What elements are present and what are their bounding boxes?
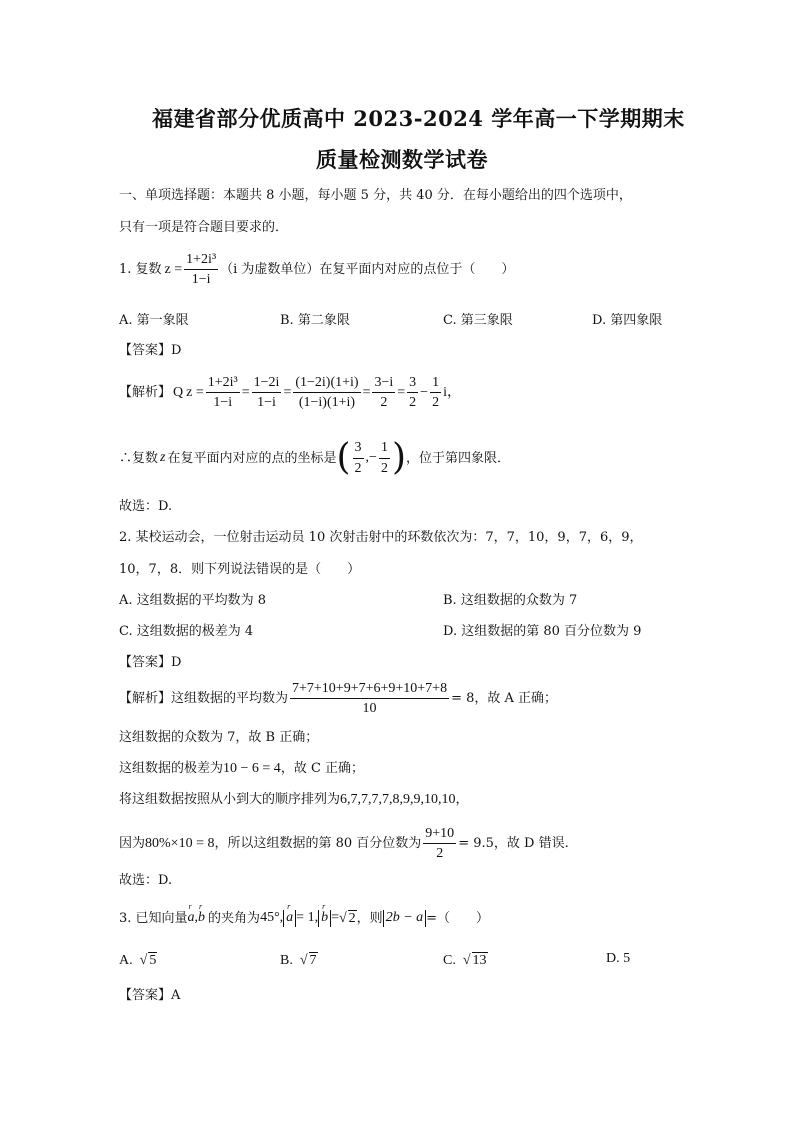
frac-num: 1 — [379, 440, 390, 458]
q2-explanation-mean — [119, 681, 557, 717]
q2-pct-a: 因为 — [119, 836, 146, 852]
q1-point-sep: ,− — [365, 450, 377, 465]
section-instructions-2: 只有一项是符合题目要求的． — [119, 220, 289, 235]
q2-pct-fraction — [423, 826, 456, 862]
q2-choose: 故选：D. — [119, 873, 173, 888]
q3-abs-b — [318, 902, 331, 927]
q1-option-a: A. 第一象限 — [119, 313, 189, 328]
q3-abs-a — [283, 902, 296, 927]
q2-option-a: A. 这组数据的平均数为 8 — [119, 593, 267, 608]
question-3 — [119, 902, 490, 927]
q2-pct-c: = 9.5，故 D 错误. — [458, 836, 569, 852]
q3-option-a: A. √ 5 — [119, 953, 157, 968]
q1-line2-end: ，位于第四象限． — [405, 450, 510, 466]
q3-option-a-value: 5 — [149, 953, 157, 968]
frac-num: (1−2i)(1+i) — [293, 375, 360, 393]
q2-jx-b: = 8，故 A 正确； — [451, 691, 558, 707]
q2-option-c: C. 这组数据的极差为 4 — [119, 624, 254, 639]
q1-point-x — [353, 440, 364, 476]
q3-vec-b-letter: b — [198, 910, 206, 926]
frac-den: 2 — [432, 395, 440, 411]
frac-den: 1−i — [213, 395, 233, 411]
title-line-2: 质量检测数学试卷 — [316, 147, 488, 172]
q2-mode-line: 这组数据的众数为 7，故 B 正确； — [119, 730, 319, 745]
frac-num: 1+2i³ — [206, 375, 240, 393]
q2-answer: 【答案】D — [119, 655, 182, 670]
q1-jx-frac-2 — [252, 375, 282, 411]
q2-pct-b: ，所以这组数据的第 80 百分位数为 — [214, 836, 422, 852]
q1-explanation-line-2: ∴复数 z 在复平面内对应的点的坐标是 ( $\frac{3}{2}$ ,− $\frac{1}{2}$ ) ，位于第四象限． — [119, 437, 510, 478]
frac-num: 3 — [353, 440, 364, 458]
q3-abs-2b-minus-a: 2b − a — [383, 910, 426, 927]
frac-den: 2 — [380, 395, 388, 411]
frac-num: 3−i — [372, 375, 395, 393]
q1-jx-frac-5 — [407, 375, 418, 411]
q1-line2-mid: 在复平面内对应的点的坐标是 — [167, 450, 337, 466]
q1-jx-frac-6 — [430, 375, 441, 411]
q3-vec-a-letter: a — [187, 910, 195, 926]
q1-option-d: D. 第四象限 — [592, 313, 663, 328]
q1-point-y — [379, 440, 390, 476]
vector-arrow-icon: r — [287, 902, 291, 911]
frac-den: 1−i — [257, 395, 276, 411]
q2-stem-line-1: 2. 某校运动会，一位射击运动员 10 次射击射中的环数依次为：7，7，10，9，7，6，9， — [119, 530, 643, 545]
vector-arrow-icon: r — [322, 902, 326, 911]
q3-then: ，则 — [356, 910, 383, 926]
q1-option-c: C. 第三象限 — [443, 313, 513, 328]
q3-comma: , — [194, 910, 199, 926]
q1-jx-label: 【解析】 — [119, 385, 172, 401]
q1-z: z = — [164, 261, 183, 277]
frac-num: 1−2i — [252, 375, 282, 393]
q2-range-line — [119, 762, 364, 776]
q3-option-c: C. √ 13 — [443, 953, 487, 968]
q3-abs-b-letter: b — [321, 910, 329, 925]
q3-prefix: 3. 已知向量 — [119, 910, 188, 926]
q1-fraction-num: 1+2i³ — [184, 252, 218, 270]
q2-jx-a: 【解析】这组数据的平均数为 — [119, 691, 289, 707]
q1-jx-z: z = — [186, 384, 204, 400]
q3-option-d: D. 5 — [606, 951, 631, 966]
q3-eq2: = — [331, 910, 339, 926]
q3-option-b-label: B. — [280, 953, 293, 968]
q3-option-b: B. √ 7 — [280, 953, 317, 968]
q3-angle-text: 的夹角为 — [208, 910, 261, 926]
frac-den: 2 — [354, 460, 362, 476]
q3-angle: 45°, — [260, 910, 284, 926]
q3-suffix: =（ ） — [426, 910, 490, 926]
q1-option-b: B. 第二象限 — [280, 313, 350, 328]
frac-num: 1 — [430, 375, 441, 393]
q1-answer: 【答案】D — [119, 343, 182, 358]
q2-mean-num: 7+7+10+9+7+6+9+10+7+8 — [290, 681, 449, 699]
q2-pct-num: 9+10 — [423, 826, 456, 844]
q1-suffix: （i 为虚数单位）在复平面内对应的点位于（ ） — [220, 262, 515, 278]
q1-therefore-text: ∴复数 — [119, 450, 159, 466]
q2-sort-a: 将这组数据按照从小到大的顺序排列为 — [119, 792, 341, 807]
q3-vector-b — [198, 902, 206, 926]
q2-range-a: 这组数据的极差为 — [119, 761, 224, 776]
q3-option-c-value: 13 — [472, 953, 487, 968]
q3-option-c-label: C. — [443, 953, 456, 968]
q3-option-a-label: A. — [119, 953, 133, 968]
frac-num: 3 — [407, 375, 418, 393]
q3-option-b-value: 7 — [309, 953, 317, 968]
q2-option-b: B. 这组数据的众数为 7 — [443, 593, 578, 608]
section-instructions-1: 一、单项选择题：本题共 8 小题，每小题 5 分，共 40 分．在每小题给出的四个选项中， — [119, 188, 632, 203]
q2-pct-den: 2 — [436, 846, 444, 862]
q1-fraction — [184, 252, 218, 288]
q1-prefix: 1. 复数 — [119, 262, 162, 278]
q1-fraction-den: 1−i — [191, 272, 211, 288]
q2-pct-expr: 80%×10 = 8 — [145, 835, 215, 851]
q3-sqrt2: √ 2 — [338, 911, 356, 927]
q2-sort-vals: 6,7,7,7,7,8,9,9,10,10 — [340, 792, 456, 807]
q2-range-b: ，故 C 正确； — [280, 761, 365, 776]
q1-explanation-line-1: 【解析】 Q z = $\frac{\text{1+2i³}}{1-i}$ = $\frac{1-2i}{1-i}$ = $\frac{(1-2i)(1+i)}{(1-i)(1+i)}$ = $\frac{3-i}{2}$ = $\frac{3}{2}$ − $\frac{1}{2}$ i， — [119, 375, 461, 411]
q2-percentile-line — [119, 826, 569, 862]
frac-den: (1−i)(1+i) — [298, 395, 356, 411]
q2-stem-line-2: 10，7，8．则下列说法错误的是（ ） — [119, 562, 361, 577]
q1-jx-frac-3 — [293, 375, 360, 411]
q3-vector-a — [187, 902, 195, 926]
vector-arrow-icon: r — [199, 902, 203, 912]
q1-because-symbol: Q — [173, 384, 184, 400]
q3-abs-a-letter: a — [286, 910, 294, 925]
q1-choose: 故选：D. — [119, 499, 173, 514]
q1-line2-z: z — [160, 450, 166, 465]
q2-option-d: D. 这组数据的第 80 百分位数为 9 — [443, 624, 642, 639]
q2-sort-line — [119, 793, 469, 807]
q3-answer: 【答案】A — [119, 988, 181, 1003]
q1-jx-tail: i， — [443, 384, 461, 400]
q2-sort-b: ， — [455, 792, 469, 807]
q1-jx-frac-1 — [206, 375, 240, 411]
frac-den: 2 — [409, 395, 417, 411]
q2-range-expr: 10 − 6 = 4 — [223, 761, 281, 776]
q1-jx-frac-4 — [372, 375, 395, 411]
frac-den: 2 — [380, 460, 388, 476]
question-1 — [119, 252, 514, 288]
vector-arrow-icon: r — [188, 902, 192, 912]
title-line-1: 福建省部分优质高中 2023-2024 学年高一下学期期末 — [152, 106, 685, 131]
q3-sqrt2-value: 2 — [348, 911, 356, 927]
q2-mean-den: 10 — [362, 701, 377, 717]
q2-mean-fraction — [290, 681, 449, 717]
q3-eq1: = 1, — [296, 910, 319, 926]
